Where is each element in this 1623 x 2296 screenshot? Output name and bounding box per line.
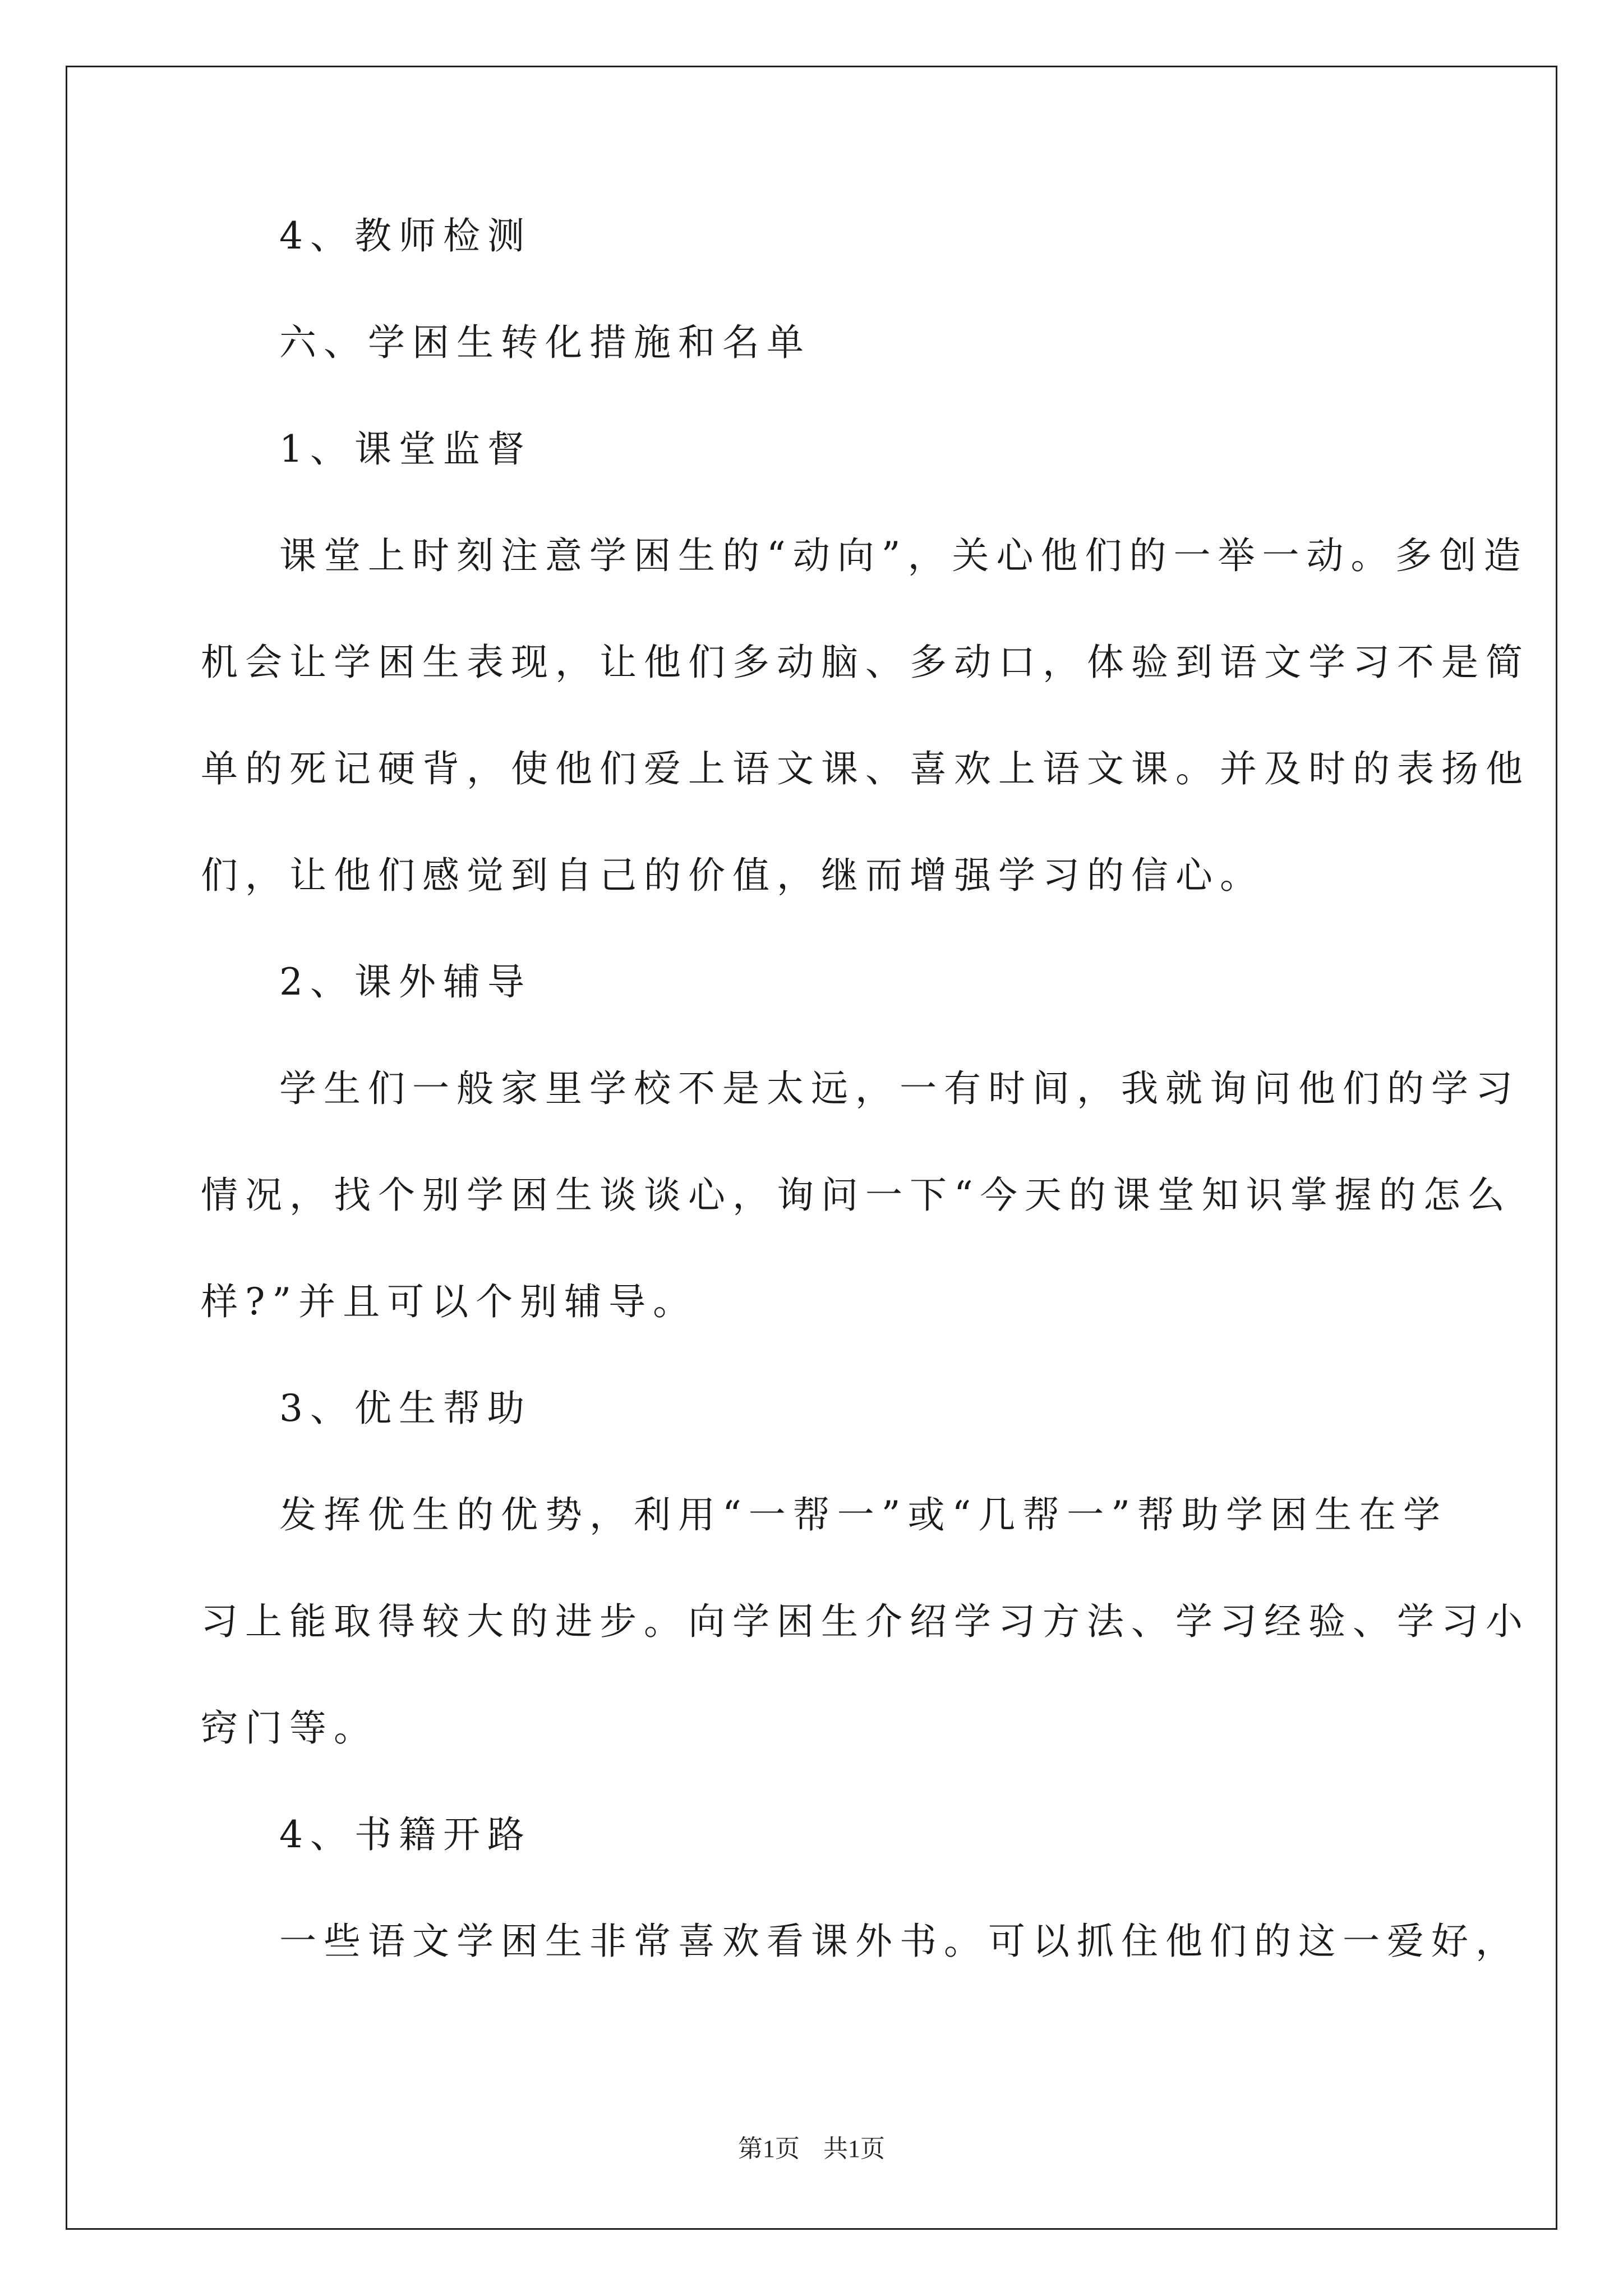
paragraph-line: 们，让他们感觉到自己的价值，继而增强学习的信心。: [201, 854, 1264, 897]
paragraph-line: 情况，找个别学困生谈谈心，询问一下“今天的课堂知识掌握的怎么: [201, 1174, 1512, 1217]
section-heading: 4、书籍开路: [279, 1813, 532, 1856]
paragraph-line: 学生们一般家里学校不是太远，一有时间，我就询问他们的学习: [279, 1067, 1520, 1110]
section-heading: 4、教师检测: [279, 214, 532, 257]
paragraph-line: 机会让学困生表现，让他们多动脑、多动口，体验到语文学习不是简: [201, 641, 1530, 684]
section-heading: 2、课外辅导: [279, 960, 532, 1004]
section-heading: 1、课堂监督: [279, 427, 532, 471]
page-number: 第1页: [738, 2135, 800, 2162]
paragraph-line: 单的死记硬背，使他们爱上语文课、喜欢上语文课。并及时的表扬他: [201, 747, 1530, 790]
paragraph-line: 课堂上时刻注意学困生的“动向”，关心他们的一举一动。多创造: [279, 534, 1528, 577]
paragraph-line: 一些语文学困生非常喜欢看课外书。可以抓住他们的这一爱好，: [279, 1920, 1520, 1963]
page-total: 共1页: [823, 2135, 885, 2162]
paragraph-line: 窍门等。: [201, 1706, 378, 1750]
page-footer: [0, 2128, 1623, 2164]
section-heading: 六、学困生转化措施和名单: [279, 321, 811, 364]
page-border: [66, 66, 1557, 2230]
section-heading: 3、优生帮助: [279, 1387, 532, 1430]
paragraph-line: 习上能取得较大的进步。向学困生介绍学习方法、学习经验、学习小: [201, 1600, 1530, 1643]
paragraph-line: 样?”并且可以个别辅导。: [201, 1280, 698, 1323]
paragraph-line: 发挥优生的优势，利用“一帮一”或“几帮一”帮助学困生在学: [279, 1493, 1447, 1536]
